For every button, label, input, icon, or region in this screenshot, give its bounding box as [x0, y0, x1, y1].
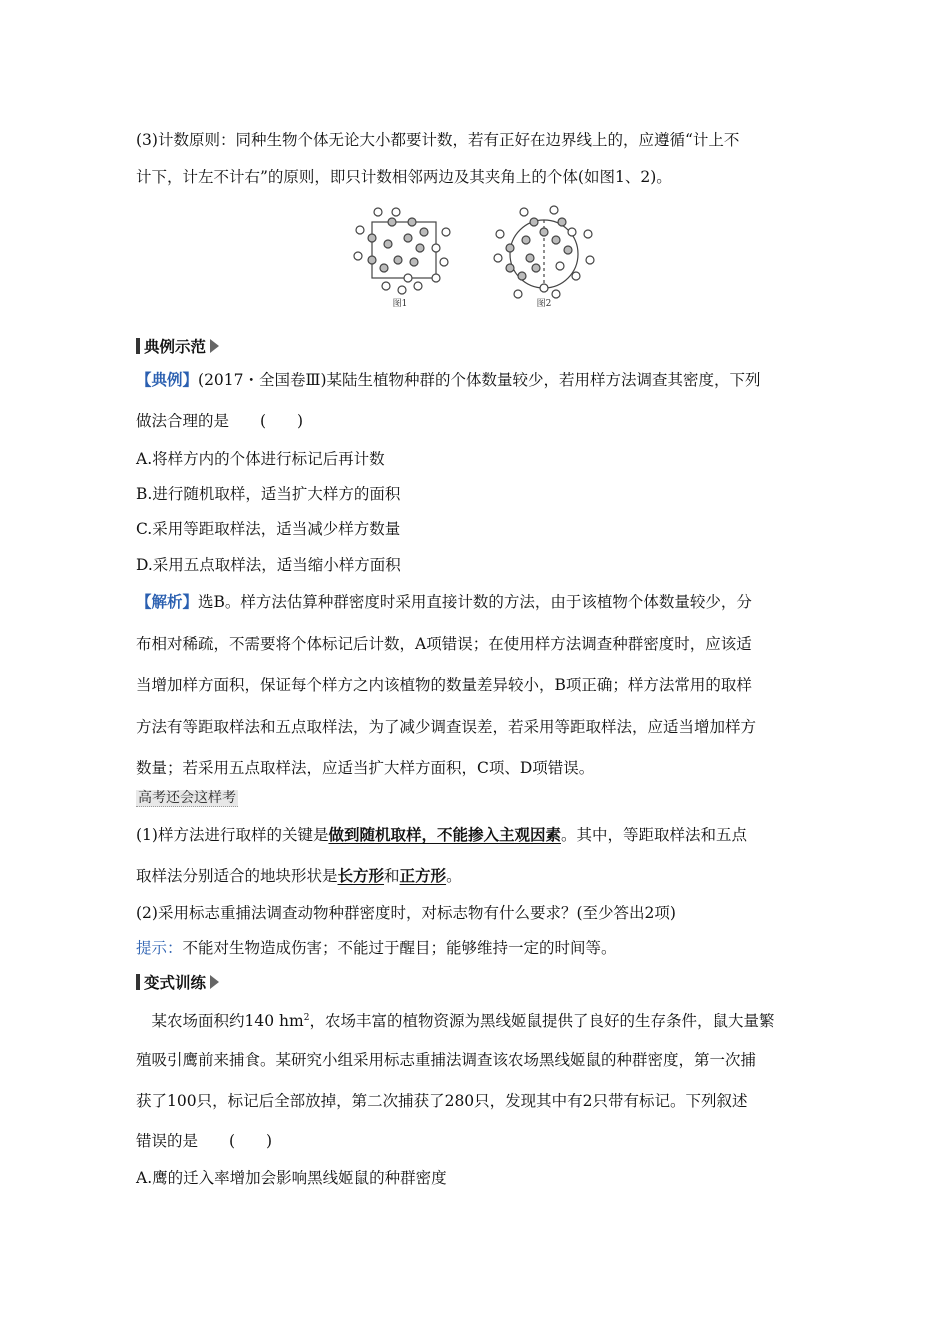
example-question-text: (2017・全国卷Ⅲ)某陆生植物种群的个体数量较少，若用样方法调查其密度，下列 [198, 371, 761, 389]
intro-line-2: 计下，计左不计右”的原则，即只计数相邻两边及其夹角上的个体(如图1、2)。 [136, 168, 672, 186]
figure-1-label: 图1 [392, 299, 408, 309]
exam-p2-answer-2: 正方形 [399, 866, 447, 885]
header-arrow-icon [210, 339, 219, 353]
figure-2-circular-quadrat [494, 206, 594, 298]
exam-p2 [136, 866, 462, 886]
practice-line-2: 殖吸引鹰前来捕食。某研究小组采用标志重捕法调查该农场黑线姬鼠的种群密度，第一次捕 [136, 1051, 757, 1069]
practice-line-1-a: 某农场面积约140 hm [136, 1012, 304, 1031]
example-tag: 【典例】 [136, 370, 199, 389]
option-c: C.采用等距取样法，适当减少样方数量 [136, 520, 401, 538]
analysis-line-2: 布相对稀疏，不需要将个体标记后计数，A项错误；在使用样方法调查种群密度时，应该适 [136, 635, 752, 653]
analysis-line-4: 方法有等距取样法和五点取样法，为了减少调查误差，若采用等距取样法，应适当增加样方 [136, 718, 757, 736]
practice-superscript: 2 [303, 1013, 310, 1023]
exam-hint [136, 938, 617, 958]
practice-header-title: 变式训练 [144, 974, 207, 992]
exam-p1-text-b: 。其中，等距取样法和五点 [560, 826, 747, 844]
option-a: A.将样方内的个体进行标记后再计数 [136, 450, 385, 468]
header-bar-icon [136, 974, 140, 990]
figure-1-square-quadrat [354, 208, 450, 294]
exam-p2-answer-1: 长方形 [337, 866, 385, 885]
exam-p2-text: 取样法分别适合的地块形状是 [136, 867, 338, 885]
example-header [136, 336, 219, 356]
analysis-text: 选B。样方法估算种群密度时采用直接计数的方法，由于该植物个体数量较少，分 [198, 593, 752, 611]
practice-line-4: 错误的是 ( ) [136, 1132, 273, 1150]
exam-q2: (2)采用标志重捕法调查动物种群密度时，对标志物有什么要求？(至少答出2项) [136, 904, 676, 922]
exam-p1-text-a: (1)样方法进行取样的关键是 [136, 826, 329, 844]
analysis-tag: 【解析】 [136, 592, 199, 611]
header-arrow-icon [210, 975, 219, 989]
exam-p2-end: 。 [446, 867, 462, 885]
hint-text: 不能对生物造成伤害；不能过于醒目；能够维持一定的时间等。 [182, 939, 617, 957]
analysis-line-5: 数量；若采用五点取样法，应适当扩大样方面积，C项、D项错误。 [136, 759, 595, 777]
exam-p1-key: 做到随机取样，不能掺入主观因素 [328, 825, 561, 844]
option-b: B.进行随机取样，适当扩大样方的面积 [136, 485, 401, 503]
practice-line-1-b: ，农场丰富的植物资源为黑线姬鼠提供了良好的生存条件，鼠大量繁 [309, 1012, 775, 1031]
practice-option-a: A.鹰的迁入率增加会影响黑线姬鼠的种群密度 [136, 1169, 447, 1187]
figure-2-label: 图2 [536, 299, 552, 309]
hint-label: 提示： [136, 939, 183, 957]
intro-line-1: (3)计数原则：同种生物个体无论大小都要计数，若有正好在边界线上的，应遵循“计上不 [136, 131, 740, 149]
practice-header [136, 972, 219, 992]
exam-p2-and: 和 [384, 867, 400, 885]
practice-line-3: 获了100只，标记后全部放掉，第二次捕获了280只，发现其中有2只带有标记。下列叙述 [136, 1092, 748, 1110]
example-question-line-2: 做法合理的是 ( ) [136, 412, 304, 430]
sampling-figures [350, 204, 600, 314]
example-header-title: 典例示范 [144, 338, 207, 356]
exam-tag: 高考还会这样考 [138, 790, 236, 806]
option-d: D.采用五点取样法，适当缩小样方面积 [136, 556, 401, 574]
header-bar-icon [136, 338, 140, 354]
exam-p1 [136, 825, 747, 845]
example-question-line-1 [136, 370, 761, 390]
analysis-line-3: 当增加样方面积，保证每个样方之内该植物的数量差异较小，B项正确；样方法常用的取样 [136, 676, 752, 694]
analysis-line-1 [136, 592, 752, 612]
practice-line-1 [136, 1008, 774, 1031]
